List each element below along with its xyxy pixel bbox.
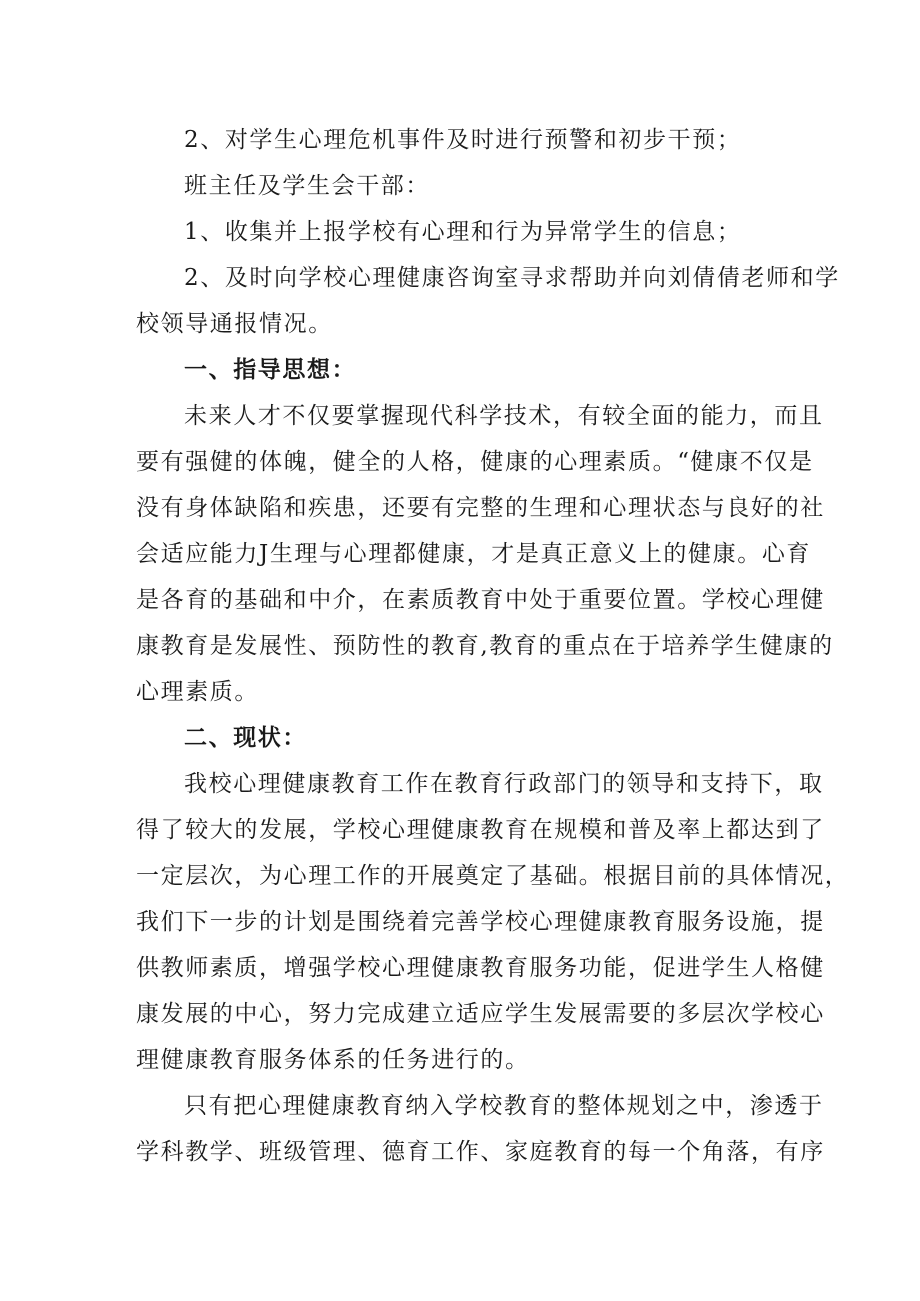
paragraph-line: 理健康教育服务体系的任务进行的。 xyxy=(136,1047,530,1073)
list-item-continuation: 校领导通报情况。 xyxy=(136,311,333,337)
paragraph-line: 只有把心理健康教育纳入学校教育的整体规划之中，渗透于 xyxy=(184,1093,824,1119)
list-item: 2、及时向学校心理健康咨询室寻求帮助并向刘倩倩老师和学 xyxy=(184,265,840,291)
paragraph-line: 心理素质。 xyxy=(136,679,259,705)
paragraph-line: 得了较大的发展，学校心理健康教育在规模和普及率上都达到了 xyxy=(136,817,825,843)
section-heading: 一、指导思想： xyxy=(184,357,357,383)
paragraph-line: 未来人才不仅要掌握现代科学技术，有较全面的能力，而且 xyxy=(184,403,824,429)
paragraph-line: 一定层次，为心理工作的开展奠定了基础。根据目前的具体情况， xyxy=(136,863,850,889)
paragraph-line: 康发展的中心，努力完成建立适应学生发展需要的多层次学校心 xyxy=(136,1001,825,1027)
list-item: 1、收集并上报学校有心理和行为异常学生的信息； xyxy=(184,219,742,245)
paragraph-line: 康教育是发展性、预防性的教育,教育的重点在于培养学生健康的 xyxy=(136,633,834,659)
list-item: 2、对学生心理危机事件及时进行预警和初步干预； xyxy=(184,127,742,153)
paragraph-line: 会适应能力J生理与心理都健康，才是真正意义上的健康。心育 xyxy=(136,541,812,567)
paragraph-line: 学科教学、班级管理、德育工作、家庭教育的每一个角落，有序 xyxy=(136,1139,825,1165)
paragraph-line: 我们下一步的计划是围绕着完善学校心理健康教育服务设施，提 xyxy=(136,909,825,935)
paragraph-line: 是各育的基础和中介，在素质教育中处于重要位置。学校心理健 xyxy=(136,587,825,613)
document-body xyxy=(136,117,850,1175)
paragraph-line: 我校心理健康教育工作在教育行政部门的领导和支持下，取 xyxy=(184,771,824,797)
paragraph-line: 没有身体缺陷和疾患，还要有完整的生理和心理状态与良好的社 xyxy=(136,495,825,521)
role-heading: 班主任及学生会干部： xyxy=(184,173,430,199)
section-heading: 二、现状： xyxy=(184,725,307,751)
paragraph-line: 供教师素质，增强学校心理健康教育服务功能，促进学生人格健 xyxy=(136,955,825,981)
paragraph-line: 要有强健的体魄，健全的人格，健康的心理素质。“健康不仅是 xyxy=(136,449,814,475)
